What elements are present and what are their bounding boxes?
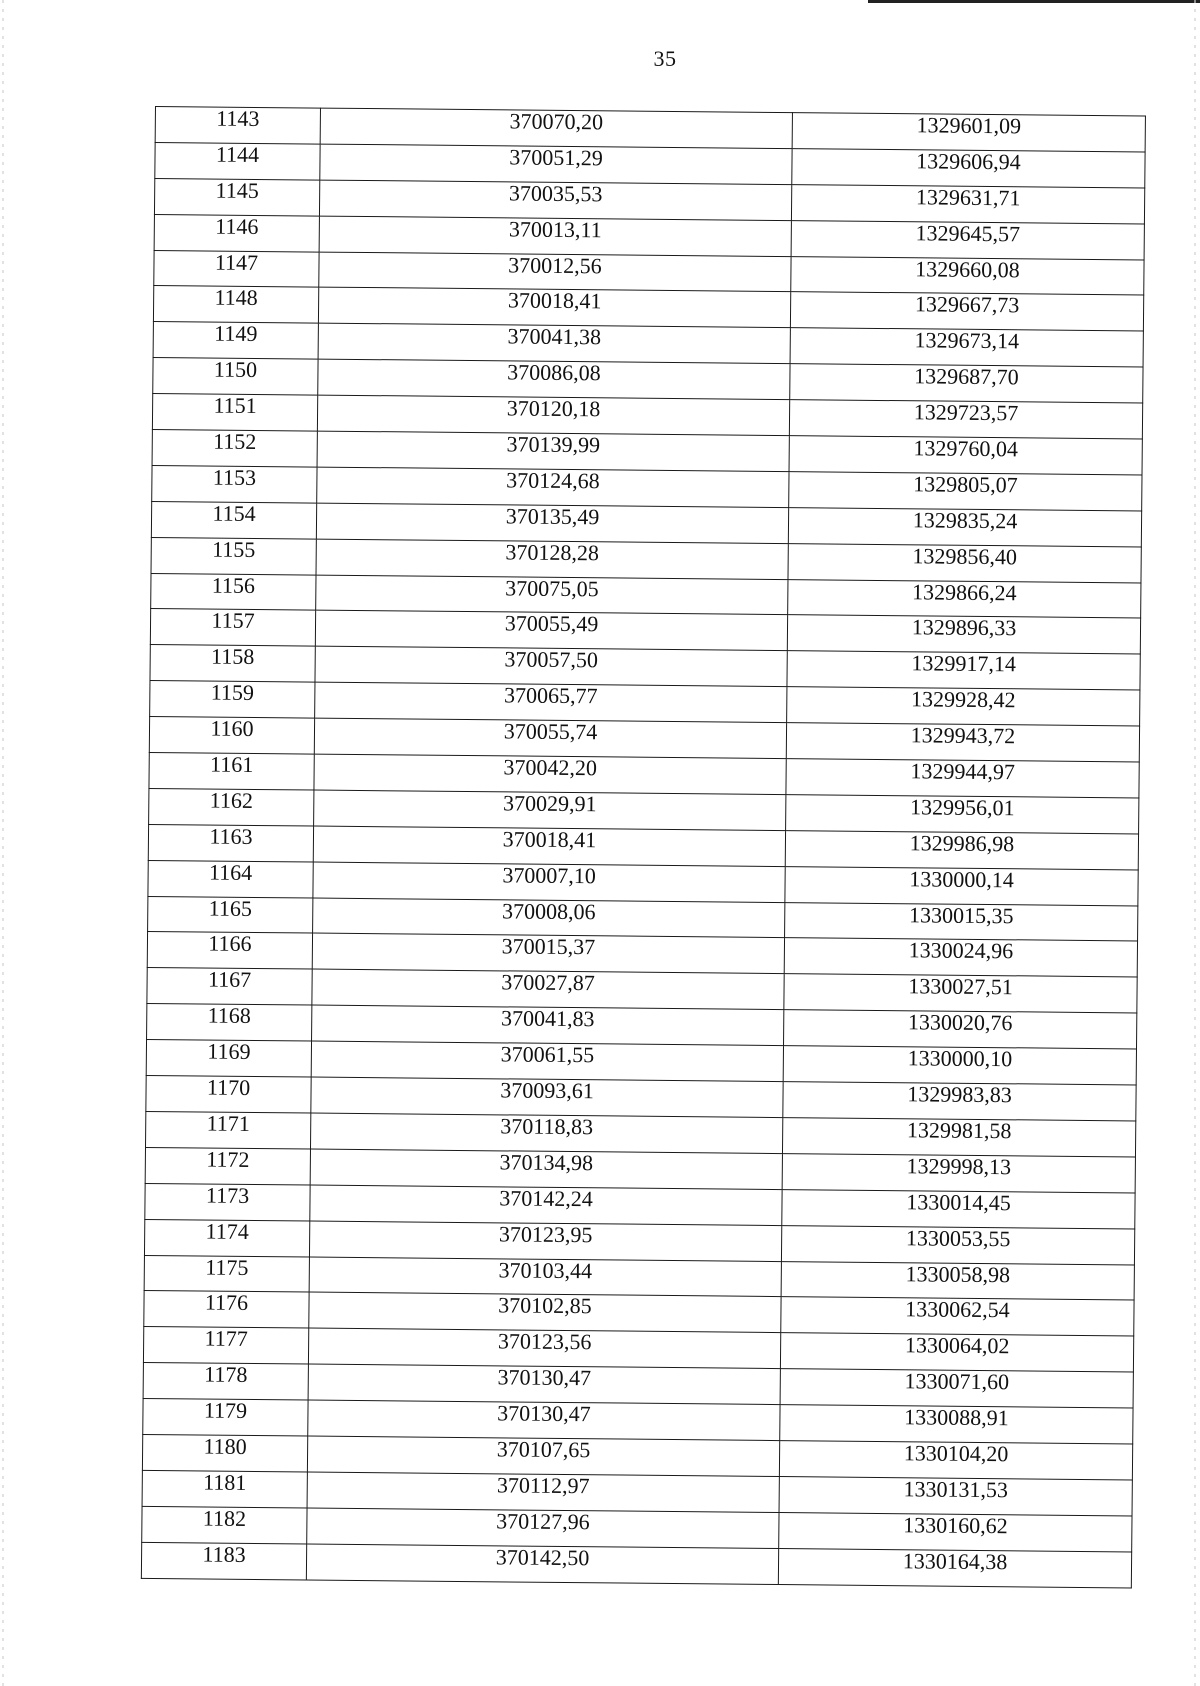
y-coordinate-cell: 1330000,10 [783,1046,1136,1085]
point-number-cell: 1167 [147,968,312,1005]
y-coordinate-cell: 1329981,58 [782,1118,1135,1157]
table-row [141,1542,1131,1587]
point-number-cell: 1156 [151,573,316,610]
point-number-cell: 1160 [149,717,314,754]
x-coordinate-cell: 370086,08 [318,359,790,399]
x-coordinate-cell: 370093,61 [311,1077,783,1117]
point-number-cell: 1163 [148,824,313,861]
point-number-cell: 1151 [152,394,317,431]
y-coordinate-cell: 1330020,76 [784,1010,1137,1049]
y-coordinate-cell: 1330014,45 [782,1189,1135,1228]
point-number-cell: 1177 [143,1327,308,1364]
y-coordinate-cell: 1329986,98 [785,830,1138,869]
y-coordinate-cell: 1330024,96 [784,938,1137,977]
x-coordinate-cell: 370041,83 [312,1005,784,1045]
x-coordinate-cell: 370120,18 [317,395,789,435]
y-coordinate-cell: 1330058,98 [781,1261,1134,1300]
point-number-cell: 1175 [144,1255,309,1292]
scan-edge-left [2,0,4,1686]
point-number-cell: 1153 [152,465,317,502]
y-coordinate-cell: 1329667,73 [790,292,1143,331]
point-number-cell: 1145 [154,178,319,215]
y-coordinate-cell: 1329601,09 [792,113,1145,152]
point-number-cell: 1172 [145,1147,310,1184]
point-number-cell: 1176 [144,1291,309,1328]
point-number-cell: 1180 [142,1434,307,1471]
y-coordinate-cell: 1329645,57 [791,220,1144,259]
x-coordinate-cell: 370061,55 [311,1041,783,1081]
y-coordinate-cell: 1329606,94 [792,149,1145,188]
x-coordinate-cell: 370015,37 [312,934,784,974]
y-coordinate-cell: 1329723,57 [789,400,1142,439]
point-number-cell: 1154 [151,501,316,538]
y-coordinate-cell: 1330164,38 [778,1548,1131,1587]
y-coordinate-cell: 1330160,62 [779,1512,1132,1551]
y-coordinate-cell: 1330071,60 [780,1369,1133,1408]
point-number-cell: 1162 [149,788,314,825]
point-number-cell: 1149 [153,322,318,359]
x-coordinate-cell: 370128,28 [316,539,788,579]
scan-edge-right [1194,0,1196,1686]
y-coordinate-cell: 1329687,70 [790,364,1143,403]
point-number-cell: 1183 [141,1542,306,1579]
point-number-cell: 1158 [150,645,315,682]
point-number-cell: 1168 [147,1004,312,1041]
y-coordinate-cell: 1329928,42 [787,687,1140,726]
y-coordinate-cell: 1329983,83 [783,1082,1136,1121]
x-coordinate-cell: 370127,96 [307,1508,779,1548]
x-coordinate-cell: 370112,97 [307,1472,779,1512]
x-coordinate-cell: 370142,50 [306,1544,778,1584]
x-coordinate-cell: 370124,68 [317,467,789,507]
x-coordinate-cell: 370134,98 [310,1149,782,1189]
point-number-cell: 1148 [153,286,318,323]
x-coordinate-cell: 370102,85 [309,1292,781,1332]
point-number-cell: 1165 [148,896,313,933]
x-coordinate-cell: 370055,74 [314,718,786,758]
y-coordinate-cell: 1330088,91 [780,1405,1133,1444]
coordinates-table-body [141,107,1145,1588]
point-number-cell: 1178 [143,1363,308,1400]
x-coordinate-cell: 370118,83 [310,1113,782,1153]
x-coordinate-cell: 370070,20 [320,108,792,148]
x-coordinate-cell: 370008,06 [313,898,785,938]
y-coordinate-cell: 1329760,04 [789,436,1142,475]
point-number-cell: 1157 [150,609,315,646]
y-coordinate-cell: 1329917,14 [787,651,1140,690]
x-coordinate-cell: 370130,47 [308,1400,780,1440]
x-coordinate-cell: 370103,44 [309,1257,781,1297]
point-number-cell: 1159 [150,681,315,718]
x-coordinate-cell: 370130,47 [308,1364,780,1404]
y-coordinate-cell: 1329944,97 [786,759,1139,798]
point-number-cell: 1171 [146,1111,311,1148]
y-coordinate-cell: 1330131,53 [779,1476,1132,1515]
coordinates-table-wrapper [141,106,1145,1588]
point-number-cell: 1146 [154,214,319,251]
point-number-cell: 1166 [147,932,312,969]
x-coordinate-cell: 370107,65 [307,1436,779,1476]
x-coordinate-cell: 370035,53 [319,180,791,220]
x-coordinate-cell: 370057,50 [315,646,787,686]
point-number-cell: 1150 [153,358,318,395]
y-coordinate-cell: 1329805,07 [789,472,1142,511]
page-number: 35 [653,46,677,71]
y-coordinate-cell: 1330015,35 [785,902,1138,941]
y-coordinate-cell: 1330053,55 [781,1225,1134,1264]
point-number-cell: 1182 [142,1506,307,1543]
x-coordinate-cell: 370065,77 [315,682,787,722]
y-coordinate-cell: 1329998,13 [782,1153,1135,1192]
point-number-cell: 1144 [155,142,320,179]
point-number-cell: 1152 [152,430,317,467]
x-coordinate-cell: 370042,20 [314,754,786,794]
x-coordinate-cell: 370123,95 [309,1221,781,1261]
y-coordinate-cell: 1329631,71 [791,184,1144,223]
y-coordinate-cell: 1330104,20 [779,1441,1132,1480]
x-coordinate-cell: 370013,11 [319,216,791,256]
point-number-cell: 1155 [151,537,316,574]
y-coordinate-cell: 1329835,24 [788,507,1141,546]
y-coordinate-cell: 1329943,72 [786,723,1139,762]
y-coordinate-cell: 1330064,02 [780,1333,1133,1372]
point-number-cell: 1173 [145,1183,310,1220]
y-coordinate-cell: 1329856,40 [788,543,1141,582]
point-number-cell: 1181 [142,1470,307,1507]
y-coordinate-cell: 1330000,14 [785,866,1138,905]
point-number-cell: 1170 [146,1076,311,1113]
x-coordinate-cell: 370018,41 [318,288,790,328]
x-coordinate-cell: 370012,56 [319,252,791,292]
x-coordinate-cell: 370123,56 [308,1328,780,1368]
x-coordinate-cell: 370029,91 [314,790,786,830]
point-number-cell: 1169 [146,1040,311,1077]
top-rule [868,0,1200,3]
y-coordinate-cell: 1329956,01 [786,795,1139,834]
point-number-cell: 1179 [143,1399,308,1436]
y-coordinate-cell: 1330027,51 [784,974,1137,1013]
x-coordinate-cell: 370007,10 [313,862,785,902]
x-coordinate-cell: 370018,41 [313,826,785,866]
point-number-cell: 1147 [154,250,319,287]
x-coordinate-cell: 370139,99 [317,431,789,471]
point-number-cell: 1164 [148,860,313,897]
y-coordinate-cell: 1329673,14 [790,328,1143,367]
y-coordinate-cell: 1329866,24 [788,579,1141,618]
x-coordinate-cell: 370075,05 [316,575,788,615]
x-coordinate-cell: 370027,87 [312,969,784,1009]
y-coordinate-cell: 1329896,33 [787,615,1140,654]
point-number-cell: 1143 [155,107,320,144]
x-coordinate-cell: 370051,29 [320,144,792,184]
x-coordinate-cell: 370055,49 [315,611,787,651]
y-coordinate-cell: 1330062,54 [781,1297,1134,1336]
point-number-cell: 1161 [149,753,314,790]
point-number-cell: 1174 [144,1219,309,1256]
x-coordinate-cell: 370142,24 [310,1185,782,1225]
x-coordinate-cell: 370135,49 [316,503,788,543]
x-coordinate-cell: 370041,38 [318,323,790,363]
y-coordinate-cell: 1329660,08 [791,256,1144,295]
coordinates-table [141,106,1146,1588]
